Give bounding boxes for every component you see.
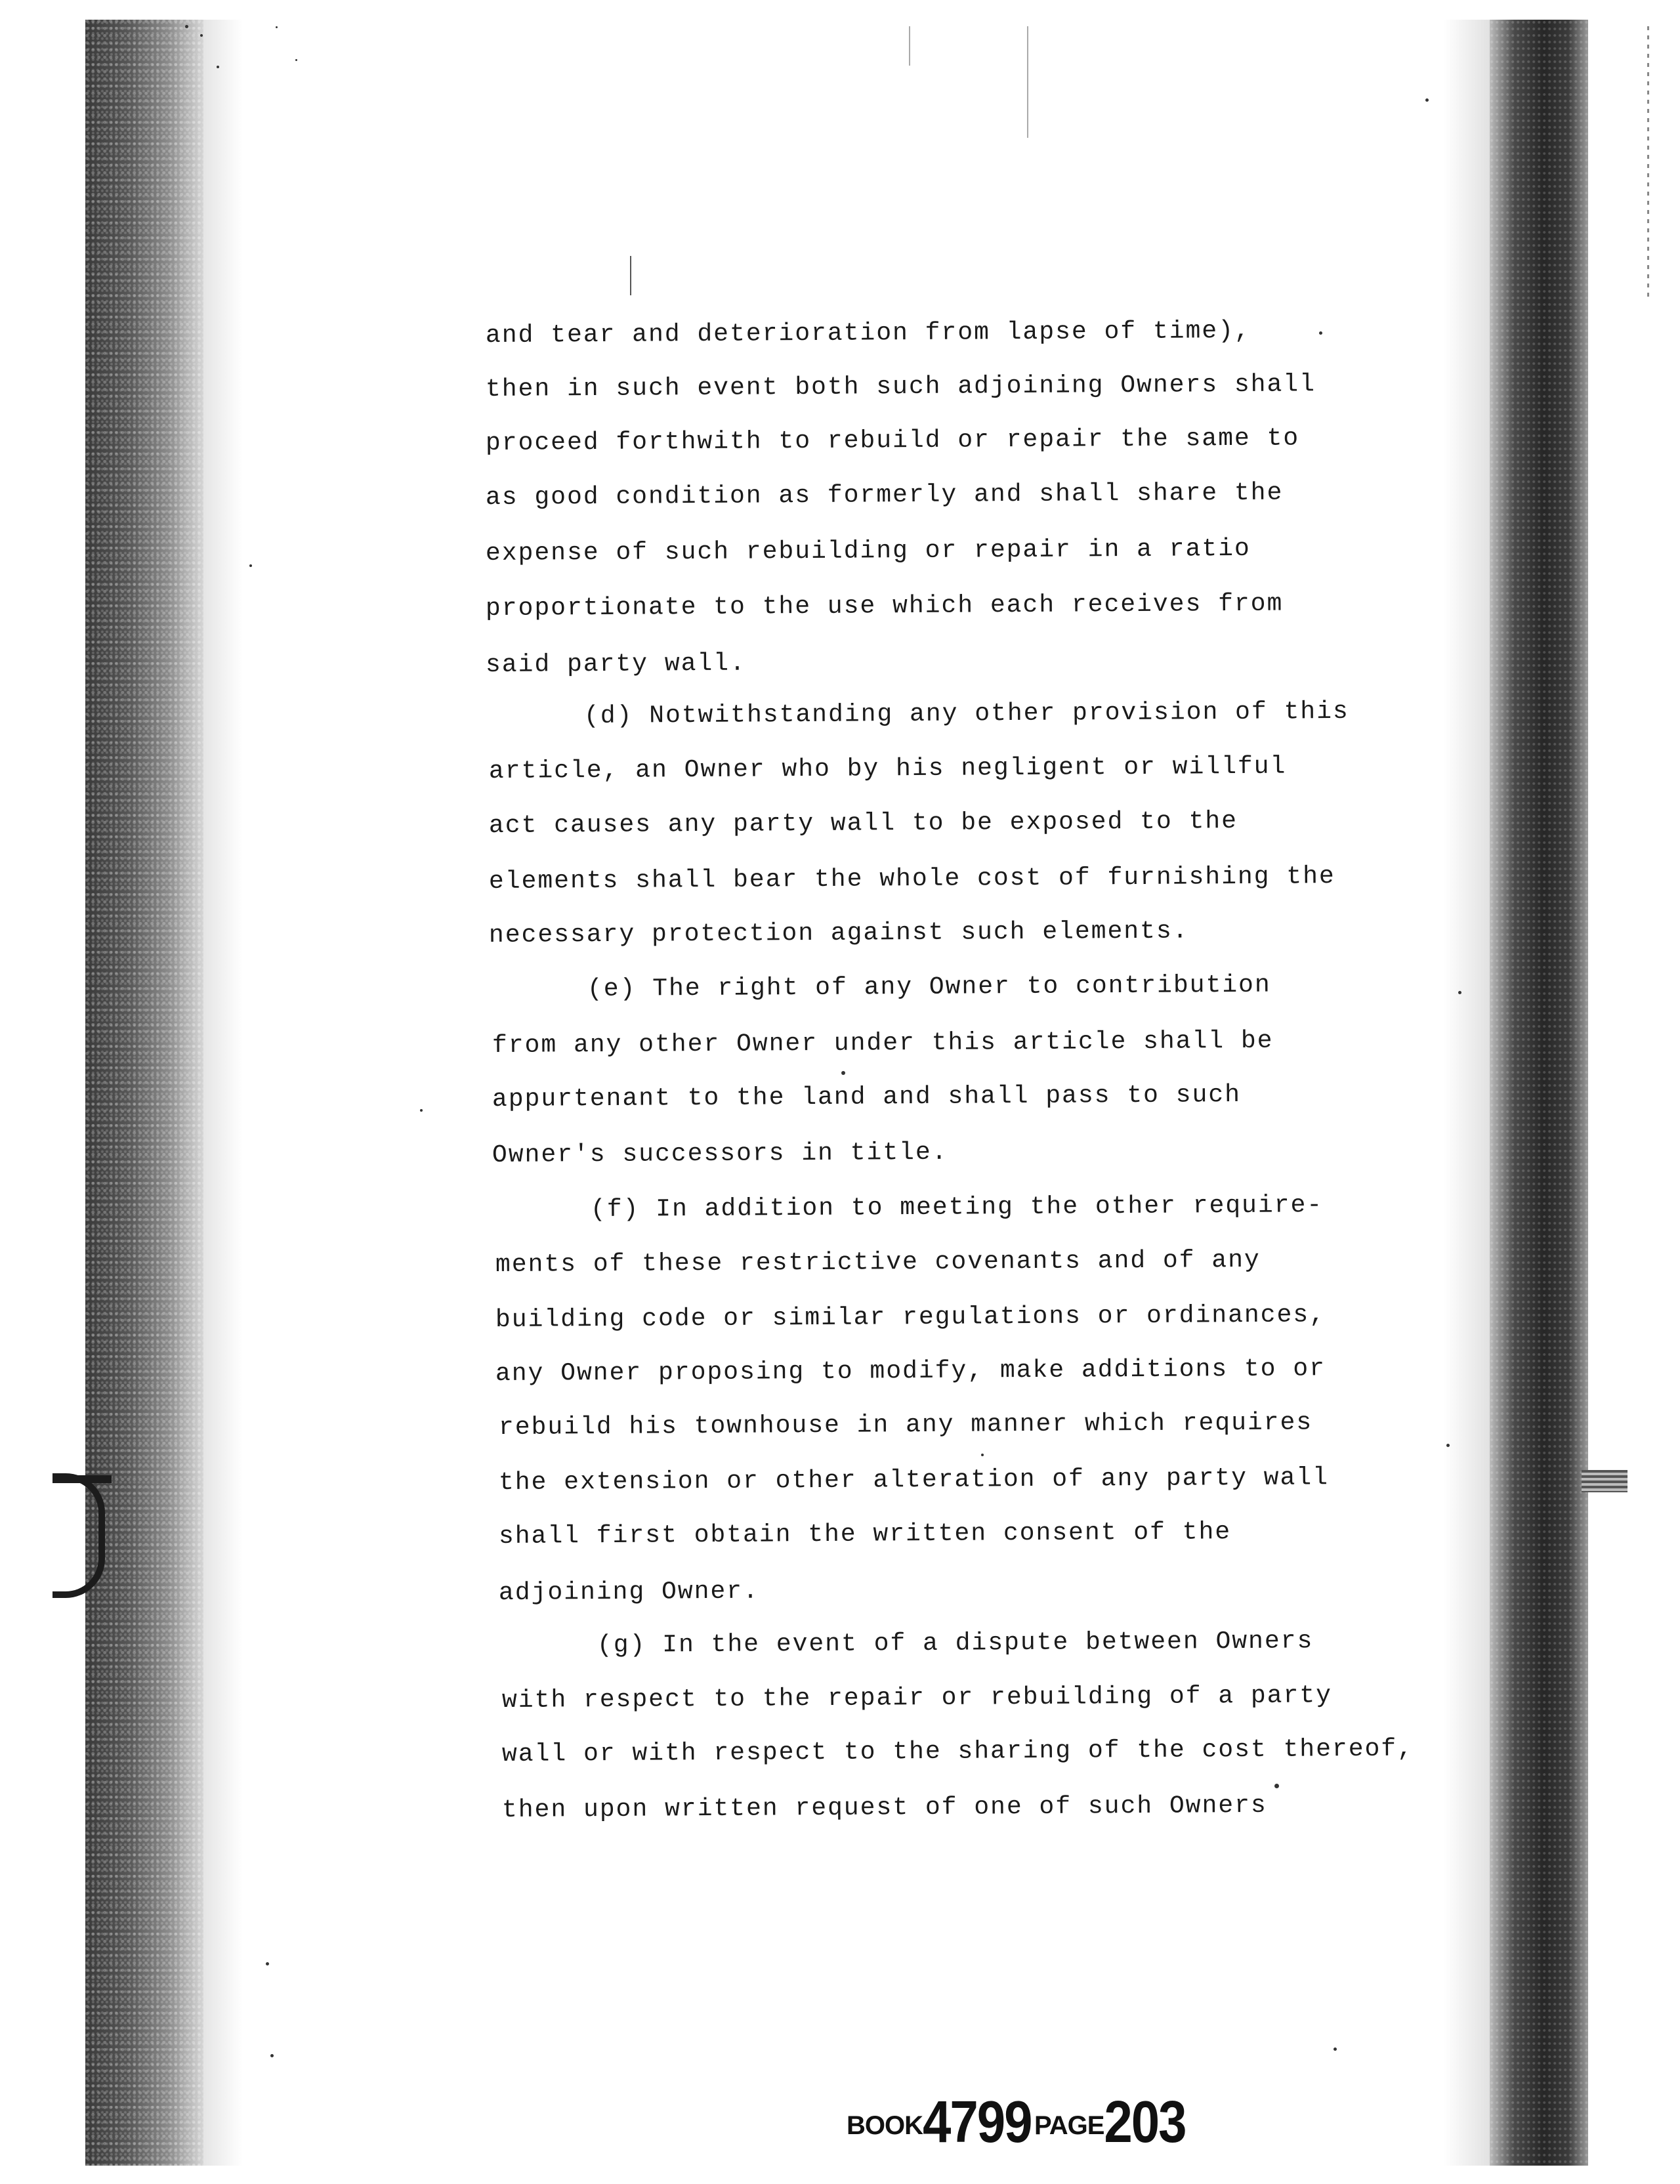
dust-speck <box>1458 991 1461 994</box>
text-line: wall or with respect to the sharing of the cost thereof, <box>501 1734 1414 1769</box>
scan-edge-left <box>85 20 203 2166</box>
text-line: (d) Notwithstanding any other provision of this <box>583 697 1349 730</box>
binder-clip-right <box>1582 1470 1628 1492</box>
text-line: expense of such rebuilding or repair in a ratio <box>485 534 1251 568</box>
dust-speck <box>295 59 297 61</box>
book-label: BOOK <box>847 2111 923 2140</box>
text-line: proceed forthwith to rebuild or repair the same to <box>485 424 1300 457</box>
text-line: adjoining Owner. <box>498 1577 759 1607</box>
text-line: then in such event both such adjoining Owners shall <box>485 370 1316 404</box>
text-line: appurtenant to the land and shall pass to such <box>492 1081 1242 1114</box>
text-line: then upon written request of one of such Owners <box>501 1791 1267 1824</box>
text-line: shall first obtain the written consent of the <box>498 1518 1232 1551</box>
dust-speck <box>1319 331 1322 335</box>
text-line: from any other Owner under this article shall be <box>492 1026 1274 1060</box>
dust-speck <box>1334 2048 1337 2051</box>
scan-margin-mark <box>1647 26 1649 302</box>
text-line: (g) In the event of a dispute between Owners <box>597 1627 1314 1660</box>
text-line: act causes any party wall to be exposed to the <box>488 807 1238 840</box>
scan-edge-right <box>1490 20 1588 2166</box>
page-number: 203 <box>1104 2088 1186 2155</box>
text-line: the extension or other alteration of any party wall <box>498 1463 1330 1497</box>
book-page-stamp <box>847 2088 1186 2155</box>
dust-speck <box>1425 98 1429 102</box>
text-line: and tear and deterioration from lapse of time), <box>485 316 1251 350</box>
text-line: elements shall bear the whole cost of furnishing the <box>488 862 1335 896</box>
text-line: rebuild his townhouse in any manner which requires <box>498 1408 1313 1442</box>
book-number: 4799 <box>923 2088 1032 2155</box>
text-line: (f) In addition to meeting the other require- <box>590 1191 1324 1224</box>
dust-speck <box>249 564 252 567</box>
scan-mark <box>909 26 910 66</box>
scan-mark <box>1027 26 1028 138</box>
text-line: as good condition as formerly and shall share the <box>485 478 1284 512</box>
text-line: building code or similar regulations or ordinances, <box>495 1301 1326 1334</box>
text-line: Owner's successors in title. <box>492 1138 948 1169</box>
text-line: ments of these restrictive covenants and of any <box>495 1246 1261 1279</box>
pen-mark <box>630 256 631 295</box>
text-line: article, an Owner who by his negligent or willful <box>488 752 1287 786</box>
dust-speck <box>276 26 278 28</box>
dust-speck <box>200 34 203 37</box>
text-line: necessary protection against such elements. <box>488 917 1189 950</box>
dust-speck <box>217 66 219 68</box>
scan-edge-right-shadow <box>1444 20 1490 2166</box>
binder-clip-left <box>52 1473 105 1598</box>
text-line: (e) The right of any Owner to contribution <box>587 971 1271 1003</box>
dust-speck <box>1274 1784 1279 1788</box>
binder-clip-left-bar <box>52 1475 112 1483</box>
text-line: any Owner proposing to modify, make additions to or <box>495 1354 1326 1388</box>
dust-speck <box>1446 1444 1450 1447</box>
dust-speck <box>185 25 188 28</box>
text-line: with respect to the repair or rebuilding of a party <box>501 1681 1333 1715</box>
page-label: PAGE <box>1034 2111 1104 2140</box>
dust-speck <box>266 1962 269 1965</box>
scan-edge-left-shadow <box>203 20 243 2166</box>
dust-speck <box>270 2054 274 2057</box>
dust-speck <box>981 1454 984 1456</box>
dust-speck <box>841 1071 845 1075</box>
text-line: proportionate to the use which each receives from <box>485 589 1284 623</box>
text-line: said party wall. <box>485 649 746 679</box>
dust-speck <box>420 1109 423 1112</box>
